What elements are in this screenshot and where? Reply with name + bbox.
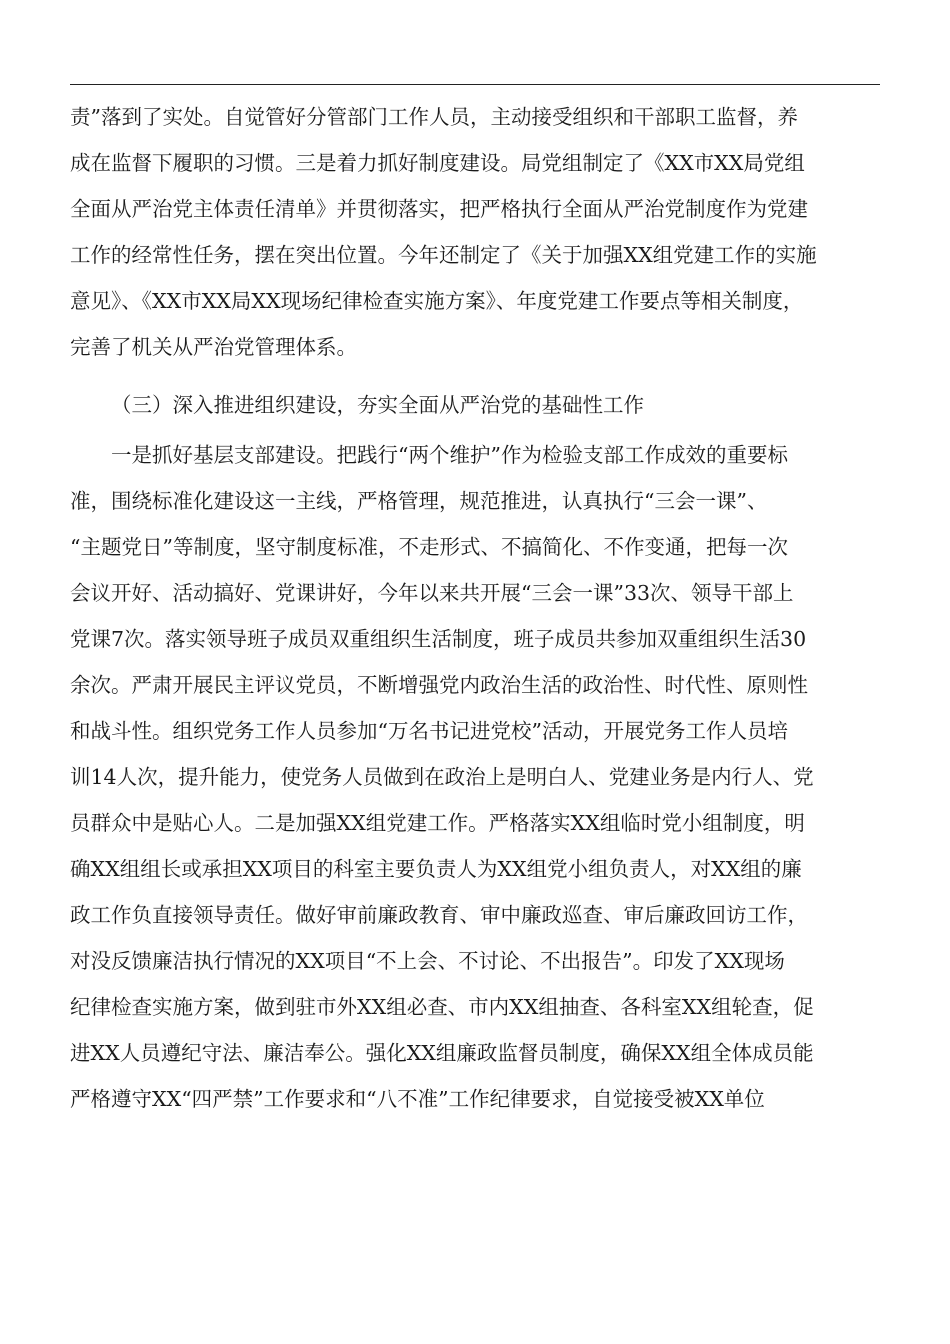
document-body — [70, 92, 880, 1120]
text-line: 责”落到了实处。自觉管好分管部门工作人员，主动接受组织和干部职工监督，养 — [70, 105, 798, 129]
text-line: 确XX组组长或承担XX项目的科室主要负责人为XX组党小组负责人，对XX组的廉 — [70, 857, 802, 881]
paragraph-1 — [70, 92, 880, 368]
text-line: 完善了机关从严治党管理体系。 — [70, 335, 357, 359]
section-heading: （三）深入推进组织建设，夯实全面从严治党的基础性工作 — [111, 393, 644, 417]
page-header-rule — [70, 84, 880, 85]
text-line: 训14人次，提升能力，使党务人员做到在政治上是明白人、党建业务是内行人、党 — [70, 765, 814, 789]
text-line: “主题党日”等制度，坚守制度标准，不走形式、不搞简化、不作变通，把每一次 — [70, 535, 788, 559]
text-line: 意见》、《XX市XX局XX现场纪律检查实施方案》、年度党建工作要点等相关制度， — [70, 289, 804, 313]
text-line: 党课7次。落实领导班子成员双重组织生活制度，班子成员共参加双重组织生活30 — [70, 627, 807, 651]
text-line: 政工作负直接领导责任。做好审前廉政教育、审中廉政巡查、审后廉政回访工作， — [70, 903, 808, 927]
paragraph-spacer — [70, 368, 880, 376]
text-line: 工作的经常性任务，摆在突出位置。今年还制定了《关于加强XX组党建工作的实施 — [70, 243, 817, 267]
text-line: 严格遵守XX“四严禁”工作要求和“八不准”工作纪律要求，自觉接受被XX单位 — [70, 1087, 765, 1111]
text-line: 余次。严肃开展民主评议党员，不断增强党内政治生活的政治性、时代性、原则性 — [70, 673, 808, 697]
text-line: 员群众中是贴心人。二是加强XX组党建工作。严格落实XX组临时党小组制度，明 — [70, 811, 805, 835]
text-line: 纪律检查实施方案，做到驻市外XX组必查、市内XX组抽查、各科室XX组轮查，促 — [70, 995, 814, 1019]
text-line: 会议开好、活动搞好、党课讲好，今年以来共开展“三会一课”33次、领导干部上 — [70, 581, 794, 605]
text-line: 和战斗性。组织党务工作人员参加“万名书记进党校”活动，开展党务工作人员培 — [70, 719, 788, 743]
paragraph-2 — [70, 430, 880, 1120]
text-line: 准，围绕标准化建设这一主线，严格管理，规范推进，认真执行“三会一课”、 — [70, 489, 768, 513]
text-line: 全面从严治党主体责任清单》并贯彻落实，把严格执行全面从严治党制度作为党建 — [70, 197, 808, 221]
text-line: 成在监督下履职的习惯。三是着力抓好制度建设。局党组制定了《XX市XX局党组 — [70, 151, 805, 175]
text-line: 对没反馈廉洁执行情况的XX项目“不上会、不讨论、不出报告”。印发了XX现场 — [70, 949, 785, 973]
text-line: 一是抓好基层支部建设。把践行“两个维护”作为检验支部工作成效的重要标 — [111, 443, 788, 467]
text-line: 进XX人员遵纪守法、廉洁奉公。强化XX组廉政监督员制度，确保XX组全体成员能 — [70, 1041, 814, 1065]
